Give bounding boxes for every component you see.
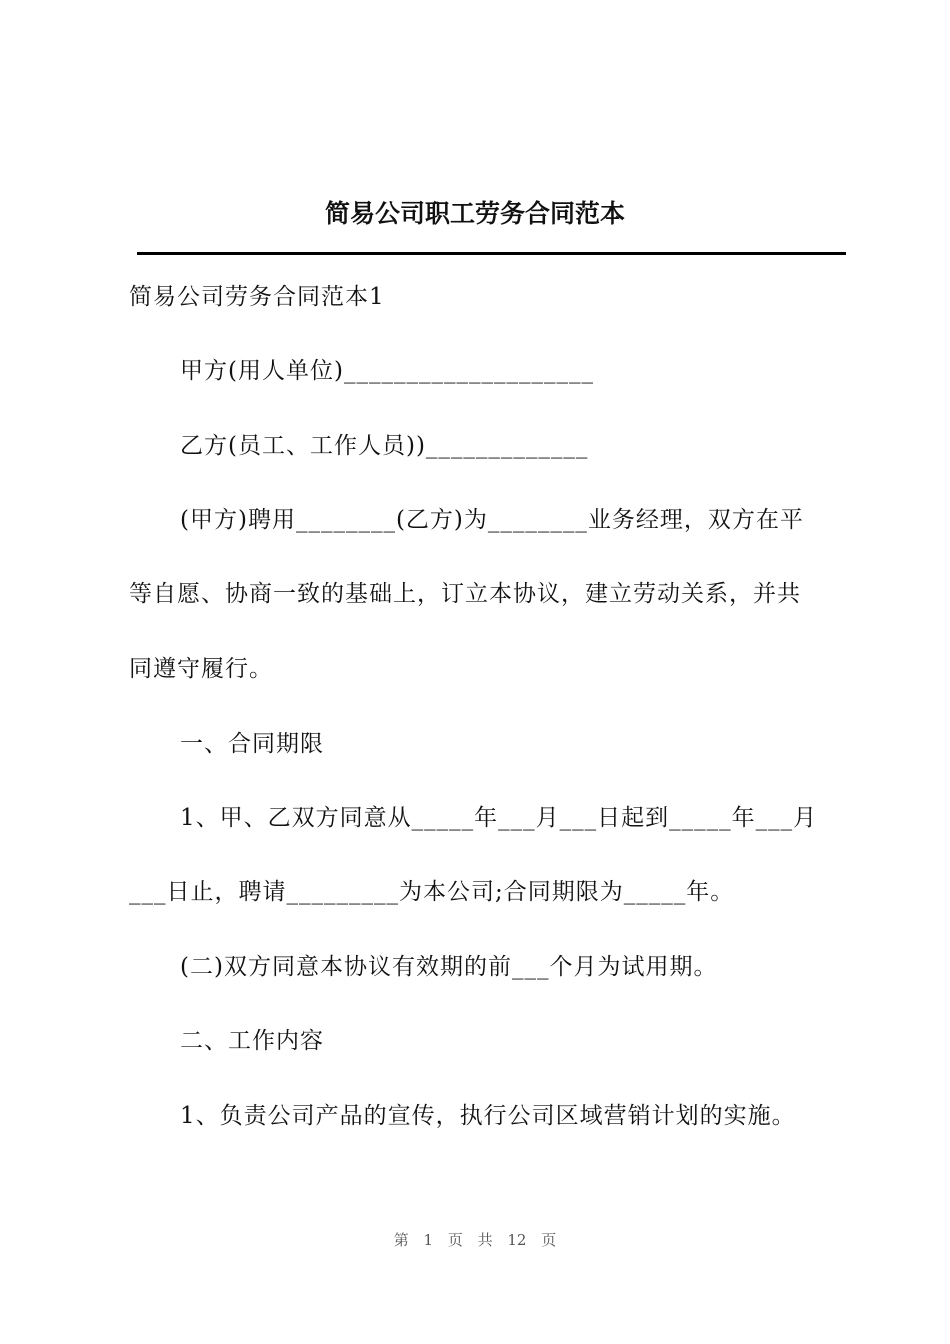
paragraph-line: (二)双方同意本协议有效期的前___个月为试用期。 [180, 954, 718, 980]
paragraph-line: 同遵守履行。 [129, 656, 273, 682]
page-footer: 第 1 页 共 12 页 [393, 1231, 557, 1249]
title-underline [137, 252, 846, 255]
paragraph-line: ___日止，聘请_________为本公司;合同期限为_____年。 [129, 879, 735, 905]
paragraph-line: 1、负责公司产品的宣传，执行公司区域营销计划的实施。 [180, 1103, 796, 1129]
party-b-line: 乙方(员工、工作人员))_____________ [180, 433, 589, 459]
paragraph-line: (甲方)聘用________(乙方)为________业务经理，双方在平 [180, 507, 804, 533]
section-heading: 简易公司劳务合同范本1 [129, 284, 385, 310]
paragraph-line: 等自愿、协商一致的基础上，订立本协议，建立劳动关系，并共 [129, 581, 801, 607]
document-title: 简易公司职工劳务合同范本 [324, 199, 625, 228]
paragraph-line: 1、甲、乙双方同意从_____年___月___日起到_____年___月 [180, 805, 818, 831]
party-a-line: 甲方(用人单位)____________________ [180, 358, 594, 384]
clause-heading: 一、合同期限 [180, 731, 324, 757]
clause-heading: 二、工作内容 [180, 1028, 324, 1054]
